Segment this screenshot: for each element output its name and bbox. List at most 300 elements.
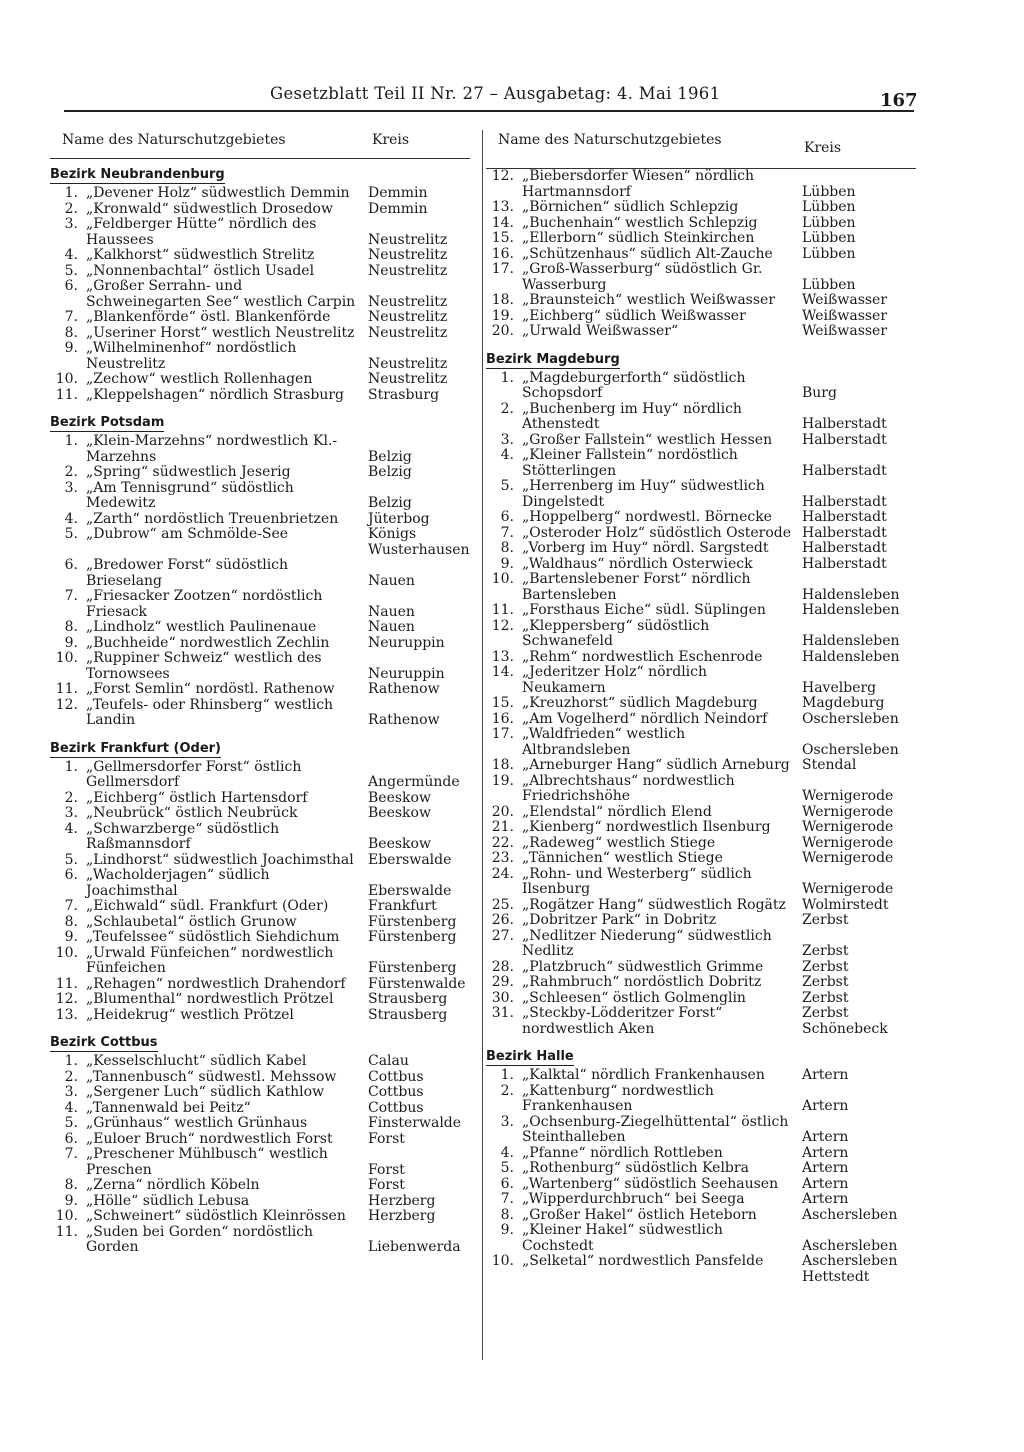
entry-name: „Kleppersberg“ südöstlich Schwanefeld — [522, 617, 710, 649]
entry-kreis: Wernigerode — [802, 881, 894, 897]
entry-number: 4. — [64, 1099, 78, 1116]
right-column-body — [486, 169, 916, 1285]
entry-name: „Rehagen“ nordwestlich Drahendorf — [86, 975, 346, 992]
bezirk-section — [486, 169, 916, 340]
entry-kreis: Lübben — [802, 230, 856, 246]
entry-number: 8. — [64, 913, 78, 930]
entry-name: „Bartenslebener Forst“ nördlich Bartensleben — [522, 571, 751, 603]
entry-kreis: Halberstadt — [802, 524, 887, 541]
entry-number: 2. — [500, 1082, 514, 1099]
entry-number: 7. — [64, 309, 78, 325]
entry-kreis: Belzig — [368, 495, 412, 511]
entry-number: 1. — [64, 433, 78, 449]
entry-number: 15. — [491, 230, 514, 246]
entry-number: 9. — [64, 1192, 78, 1209]
list-item — [486, 324, 916, 340]
list-item — [486, 371, 916, 402]
entry-kreis: Calau — [368, 1053, 409, 1069]
list-item — [486, 820, 916, 836]
entry-name: „Tannenwald bei Peitz“ — [86, 1099, 251, 1116]
entry-number: 14. — [491, 214, 514, 231]
entry-name: „Hölle“ südlich Lebusa — [86, 1192, 250, 1209]
list-item — [50, 1147, 470, 1178]
list-item — [486, 262, 916, 293]
entry-name: „Kienberg“ nordwestlich Ilsenburg — [522, 819, 771, 835]
bezirk-section — [50, 733, 470, 1024]
entry-name: „Vorberg im Huy“ nördl. Sargstedt — [522, 540, 769, 556]
list-item — [486, 1006, 916, 1037]
entry-name: „Rahmbruch“ nordöstlich Dobritz — [522, 974, 762, 990]
entry-number: 9. — [500, 555, 514, 572]
entry-name: „Nedlitzer Niederung“ südwestlich Nedlitz — [522, 927, 772, 959]
entry-number: 26. — [491, 912, 514, 928]
entry-kreis: Haldensleben — [802, 633, 900, 649]
entry-number: 6. — [64, 278, 78, 294]
entry-number: 18. — [491, 757, 514, 773]
entry-kreis: Wernigerode — [802, 788, 894, 804]
column-header-name: Name des Naturschutzgebietes — [62, 132, 286, 148]
entry-kreis: Neustrelitz — [368, 262, 448, 279]
entry-name: „Kleiner Hakel“ südwestlich Cochstedt — [522, 1222, 723, 1254]
entry-name: „Dobritzer Park“ in Dobritz — [522, 912, 717, 928]
entry-number: 5. — [64, 851, 78, 868]
entry-kreis: Zerbst Schönebeck — [802, 1005, 888, 1037]
entry-name: „Teufelssee“ südöstlich Siehdichum — [86, 929, 340, 945]
list-item — [486, 712, 916, 728]
entry-kreis: Zerbst — [802, 989, 849, 1006]
entry-number: 5. — [500, 478, 514, 494]
entry-name: „Nonnenbachtal“ östlich Usadel — [86, 262, 315, 279]
entry-kreis: Forst — [368, 1177, 405, 1193]
entry-name: „Useriner Horst“ westlich Neustrelitz — [86, 324, 355, 341]
entry-kreis: Beeskow — [368, 789, 431, 806]
list-item — [50, 682, 470, 698]
entry-kreis: Wernigerode — [802, 850, 894, 866]
entry-kreis: Finsterwalde — [368, 1115, 462, 1131]
list-item — [486, 433, 916, 449]
entry-name: „Wipperdurchbruch“ bei Seega — [522, 1191, 745, 1207]
entry-number: 5. — [500, 1160, 514, 1176]
entry-name: „Platzbruch“ südwestlich Grimme — [522, 958, 764, 975]
entry-number: 2. — [500, 400, 514, 417]
entry-name: „Rogätzer Hang“ südwestlich Rogätz — [522, 896, 786, 913]
entry-kreis: Lübben — [802, 276, 856, 293]
entry-kreis: Neustrelitz — [368, 293, 448, 310]
entry-number: 6. — [500, 1175, 514, 1192]
list-item — [50, 760, 470, 791]
list-item — [486, 774, 916, 805]
entry-name: „Osteroder Holz“ südöstlich Osterode — [522, 524, 792, 541]
entry-number: 4. — [64, 510, 78, 527]
list-item — [50, 1225, 470, 1256]
entry-name: „Pfanne“ nördlich Rottleben — [522, 1144, 723, 1161]
entry-name: „Schleesen“ östlich Golmenglin — [522, 989, 746, 1006]
entry-number: 9. — [500, 1222, 514, 1238]
list-item — [50, 806, 470, 822]
entry-number: 4. — [64, 820, 78, 837]
entry-name: „Wacholderjagen“ südlich Joachimsthal — [86, 867, 270, 899]
entry-number: 12. — [491, 168, 514, 184]
entry-number: 17. — [491, 261, 514, 277]
list-item — [486, 526, 916, 542]
entry-name: „Wilhelminenhof“ nordöstlich Neustrelitz — [86, 340, 297, 372]
entry-number: 7. — [500, 524, 514, 541]
entry-kreis: Wernigerode — [802, 803, 894, 820]
entry-name: „Buchheide“ nordwestlich Zechlin — [86, 634, 330, 651]
entry-name: „Rehm“ nordwestlich Eschenrode — [522, 648, 763, 665]
entry-name: „Steckby-Lödderitzer Forst“ nordwestlich Aken — [522, 1005, 723, 1037]
entry-name: „Zarth“ nordöstlich Treuenbrietzen — [86, 510, 339, 527]
entry-kreis: Demmin — [368, 200, 428, 217]
entry-number: 10. — [55, 1208, 78, 1224]
entry-name: „Suden bei Gorden“ nordöstlich Gorden — [86, 1223, 314, 1255]
entry-kreis: Stendal — [802, 757, 857, 773]
entry-number: 3. — [64, 479, 78, 496]
entry-name: „Braunsteich“ westlich Weißwasser — [522, 292, 776, 308]
entry-name: „Eichwald“ südl. Frankfurt (Oder) — [86, 898, 329, 914]
entry-kreis: Lübben — [802, 199, 856, 215]
entry-number: 3. — [64, 805, 78, 821]
entry-name: „Jederitzer Holz“ nördlich Neukamern — [522, 664, 708, 696]
entry-kreis: Artern — [802, 1098, 849, 1114]
list-item — [486, 960, 916, 976]
entry-kreis: Liebenwerda — [368, 1239, 461, 1255]
list-item — [486, 169, 916, 200]
right-column — [486, 118, 916, 1289]
entry-kreis: Oschersleben — [802, 710, 899, 727]
list-item — [486, 696, 916, 712]
entry-name: „Feldberger Hütte“ nördlich des Haussees — [86, 216, 317, 248]
entry-kreis: Jüterbog — [368, 510, 430, 527]
entry-number: 27. — [491, 927, 514, 944]
entry-kreis: Lübben — [802, 245, 856, 262]
list-item — [486, 402, 916, 433]
entry-name: „Buchenhain“ westlich Schlepzig — [522, 214, 758, 231]
entry-kreis: Cottbus — [368, 1099, 424, 1116]
list-item — [50, 279, 470, 310]
list-item — [50, 202, 470, 218]
list-item — [50, 1116, 470, 1132]
entry-number: 10. — [491, 1253, 514, 1269]
entry-number: 23. — [491, 850, 514, 866]
entry-number: 1. — [500, 369, 514, 386]
list-item — [486, 805, 916, 821]
entry-kreis: Zerbst — [802, 912, 849, 928]
entry-name: „Eichberg“ östlich Hartensdorf — [86, 789, 308, 806]
entry-name: „Lindholz“ westlich Paulinenaue — [86, 619, 317, 635]
entry-number: 10. — [55, 371, 78, 387]
entry-number: 13. — [55, 1006, 78, 1023]
list-item — [50, 481, 470, 512]
entry-number: 1. — [64, 185, 78, 201]
list-item — [50, 946, 470, 977]
list-item — [50, 1070, 470, 1086]
list-item — [50, 341, 470, 372]
entry-name: „Groß-Wasserburg“ südöstlich Gr. Wasserburg — [522, 261, 763, 293]
entry-kreis: Oschersleben — [802, 741, 899, 758]
entry-kreis: Neustrelitz — [368, 247, 448, 263]
entry-number: 8. — [64, 619, 78, 635]
list-item — [486, 929, 916, 960]
entry-number: 6. — [64, 867, 78, 883]
list-item — [486, 758, 916, 774]
entry-kreis: Demmin — [368, 185, 428, 201]
entry-number: 16. — [491, 710, 514, 727]
bezirk-heading: Bezirk Potsdam — [50, 415, 165, 430]
entry-number: 11. — [55, 681, 78, 697]
entry-kreis: Halberstadt — [802, 555, 887, 572]
entry-number: 11. — [55, 386, 78, 403]
entry-kreis: Forst — [368, 1130, 405, 1147]
list-item — [486, 913, 916, 929]
entry-kreis: Beeskow — [368, 836, 431, 852]
entry-number: 11. — [491, 602, 514, 618]
entry-kreis: Neustrelitz — [368, 324, 448, 341]
entry-number: 1. — [64, 1053, 78, 1069]
entry-name: „Buchenberg im Huy“ nördlich Athenstedt — [522, 400, 742, 432]
entry-name: „Gellmersdorfer Forst“ östlich Gellmersdorf — [86, 758, 302, 790]
page-header-title: Gesetzblatt Teil II Nr. 27 – Ausgabetag: 4. Mai 1961 — [270, 84, 721, 103]
entry-name: „Biebersdorfer Wiesen“ nördlich Hartmannsdorf — [522, 168, 755, 200]
entry-kreis: Beeskow — [368, 805, 431, 821]
entry-name: „Schützenhaus“ südlich Alt-Zauche — [522, 245, 773, 262]
entry-kreis: Fürstenwalde — [368, 975, 466, 992]
entry-kreis: Angermünde — [368, 774, 460, 790]
entry-kreis: Aschersleben Hettstedt — [802, 1253, 898, 1285]
entry-number: 24. — [491, 865, 514, 882]
entry-number: 8. — [64, 324, 78, 341]
list-item — [486, 247, 916, 263]
bezirk-section — [50, 1027, 470, 1256]
entry-kreis: Forst — [368, 1161, 405, 1178]
column-header — [486, 118, 916, 169]
entry-number: 10. — [491, 571, 514, 587]
entry-name: „Ruppiner Schweiz“ westlich des Tornowsees — [86, 650, 322, 682]
entry-number: 15. — [491, 695, 514, 711]
entry-kreis: Wernigerode — [802, 819, 894, 835]
list-item — [486, 650, 916, 666]
entry-kreis: Halberstadt — [802, 540, 887, 556]
entry-number: 12. — [491, 617, 514, 634]
entry-kreis: Eberswalde — [368, 851, 452, 868]
entry-name: „Kattenburg“ nordwestlich Frankenhausen — [522, 1082, 714, 1114]
entry-kreis: Artern — [802, 1067, 849, 1083]
entry-number: 9. — [64, 340, 78, 356]
entry-kreis: Herzberg — [368, 1192, 436, 1209]
entry-kreis: Eberswalde — [368, 882, 452, 899]
list-item — [486, 293, 916, 309]
entry-number: 6. — [64, 1130, 78, 1147]
left-column — [50, 118, 470, 1260]
entry-name: „Großer Fallstein“ westlich Hessen — [522, 431, 773, 448]
entry-name: „Großer Hakel“ östlich Heteborn — [522, 1206, 757, 1223]
entry-kreis: Zerbst — [802, 974, 849, 990]
list-item — [486, 898, 916, 914]
entry-number: 2. — [64, 789, 78, 806]
entry-kreis: Königs Wusterhausen — [368, 526, 470, 558]
entry-name: „Schlaubetal“ östlich Grunow — [86, 913, 297, 930]
entry-number: 9. — [64, 634, 78, 651]
list-item — [50, 977, 470, 993]
bezirk-section — [50, 159, 470, 403]
entry-kreis: Fürstenberg — [368, 913, 457, 930]
entry-name: „Dubrow“ am Schmölde-See — [86, 526, 289, 542]
entry-kreis: Zerbst — [802, 943, 849, 959]
list-item — [50, 1008, 470, 1024]
entry-kreis: Halberstadt — [802, 416, 887, 432]
list-item — [50, 868, 470, 899]
entry-name: „Wartenberg“ südöstlich Seehausen — [522, 1175, 779, 1192]
entry-number: 22. — [491, 834, 514, 851]
list-item — [486, 836, 916, 852]
list-item — [486, 665, 916, 696]
entry-kreis: Belzig — [368, 464, 412, 480]
entry-name: „Tannenbusch“ südwestl. Mehssow — [86, 1068, 337, 1085]
entry-number: 13. — [491, 648, 514, 665]
entry-number: 5. — [64, 526, 78, 542]
list-item — [486, 867, 916, 898]
entry-kreis: Halberstadt — [802, 431, 887, 448]
entry-name: „Schwarzberge“ südöstlich Raßmannsdorf — [86, 820, 280, 852]
entry-kreis: Haldensleben — [802, 586, 900, 603]
entry-number: 28. — [491, 958, 514, 975]
list-item — [486, 557, 916, 573]
entry-name: „Blumenthal“ nordwestlich Prötzel — [86, 991, 334, 1007]
list-item — [486, 1068, 916, 1084]
entry-number: 11. — [55, 1223, 78, 1240]
column-header-kreis: Kreis — [372, 132, 410, 148]
entry-number: 7. — [64, 588, 78, 604]
list-item — [486, 1223, 916, 1254]
entry-name: „Kronwald“ südwestlich Drosedow — [86, 200, 333, 217]
entry-number: 11. — [55, 975, 78, 992]
entry-kreis: Aschersleben — [802, 1206, 898, 1223]
list-item — [50, 620, 470, 636]
entry-kreis: Nauen — [368, 572, 415, 589]
entry-number: 6. — [64, 557, 78, 573]
list-item — [50, 558, 470, 589]
entry-number: 1. — [64, 758, 78, 775]
entry-number: 4. — [64, 247, 78, 263]
entry-name: „Heidekrug“ westlich Prötzel — [86, 1006, 294, 1023]
list-item — [50, 1194, 470, 1210]
entry-kreis: Cottbus — [368, 1068, 424, 1085]
entry-name: „Urwald Weißwasser“ — [522, 323, 679, 339]
bezirk-heading: Bezirk Frankfurt (Oder) — [50, 740, 221, 756]
list-item — [50, 791, 470, 807]
list-item — [50, 372, 470, 388]
list-item — [50, 1101, 470, 1117]
entry-number: 5. — [64, 262, 78, 279]
entry-name: „Elendstal“ nördlich Elend — [522, 803, 712, 820]
entry-number: 7. — [64, 1146, 78, 1162]
list-item — [486, 231, 916, 247]
entry-number: 2. — [64, 1068, 78, 1085]
entry-number: 17. — [491, 726, 514, 742]
list-item — [50, 698, 470, 729]
entry-kreis: Halberstadt — [802, 462, 887, 479]
list-item — [50, 915, 470, 931]
entry-kreis: Rathenow — [368, 712, 440, 728]
entry-name: „Eichberg“ südlich Weißwasser — [522, 307, 746, 324]
list-item — [50, 853, 470, 869]
entry-number: 29. — [491, 974, 514, 990]
entry-number: 21. — [491, 819, 514, 835]
entry-kreis: Artern — [802, 1129, 849, 1145]
entry-name: „Tännichen“ westlich Stiege — [522, 850, 723, 866]
list-item — [50, 822, 470, 853]
entry-number: 19. — [491, 307, 514, 324]
bezirk-section — [486, 344, 916, 1038]
entry-name: „Neubrück“ östlich Neubrück — [86, 805, 298, 821]
entry-number: 10. — [55, 944, 78, 961]
list-item — [50, 1178, 470, 1194]
column-header-name: Name des Naturschutzgebietes — [498, 132, 722, 148]
entry-name: „Kesselschlucht“ südlich Kabel — [86, 1053, 307, 1069]
entry-name: „Euloer Bruch“ nordwestlich Forst — [86, 1130, 333, 1147]
entry-number: 19. — [491, 772, 514, 789]
entry-name: „Waldfrieden“ westlich Altbrandsleben — [522, 726, 686, 758]
entry-number: 4. — [500, 447, 514, 463]
entry-name: „Rothenburg“ südöstlich Kelbra — [522, 1160, 749, 1176]
entry-number: 6. — [500, 509, 514, 525]
list-item — [50, 930, 470, 946]
entry-name: „Blankenförde“ östl. Blankenförde — [86, 309, 331, 325]
entry-name: „Herrenberg im Huy“ südwestlich Dingelstedt — [522, 478, 765, 510]
entry-kreis: Artern — [802, 1144, 849, 1161]
list-item — [50, 1132, 470, 1148]
entry-name: „Am Vogelherd“ nördlich Neindorf — [522, 710, 768, 727]
entry-kreis: Aschersleben — [802, 1237, 898, 1254]
entry-kreis: Halberstadt — [802, 493, 887, 510]
list-item — [50, 186, 470, 202]
list-item — [486, 1146, 916, 1162]
entry-number: 13. — [491, 199, 514, 215]
entry-kreis: Halberstadt — [802, 509, 887, 525]
entry-number: 20. — [491, 803, 514, 820]
list-item — [486, 200, 916, 216]
entry-kreis: Artern — [802, 1175, 849, 1192]
list-item — [486, 603, 916, 619]
entry-kreis: Artern — [802, 1191, 849, 1207]
bezirk-heading: Bezirk Halle — [486, 1049, 574, 1064]
entry-name: „Grünhaus“ westlich Grünhaus — [86, 1115, 308, 1131]
entry-kreis: Magdeburg — [802, 695, 885, 711]
list-item — [486, 619, 916, 650]
page-number: 167 — [880, 90, 918, 111]
entry-kreis: Haldensleben — [802, 602, 900, 618]
entry-name: „Klein-Marzehns“ nordwestlich Kl.-Marzehns — [86, 433, 338, 465]
entry-kreis: Lübben — [802, 183, 856, 200]
entry-number: 16. — [491, 245, 514, 262]
bezirk-heading: Bezirk Neubrandenburg — [50, 167, 225, 182]
entry-name: „Großer Serrahn- und Schweinegarten See“ westlich Carpin — [86, 278, 356, 310]
list-item — [50, 465, 470, 481]
entry-number: 20. — [491, 323, 514, 339]
entry-name: „Preschener Mühlbusch“ westlich Preschen — [86, 1146, 328, 1178]
entry-name: „Kreuzhorst“ südlich Magdeburg — [522, 695, 758, 711]
list-item — [486, 1254, 916, 1285]
entry-name: „Rohn- und Westerberg“ südlich Ilsenburg — [522, 865, 752, 897]
entry-name: „Sergener Luch“ südlich Kathlow — [86, 1084, 325, 1100]
entry-number: 5. — [64, 1115, 78, 1131]
entry-name: „Selketal“ nordwestlich Pansfelde — [522, 1253, 764, 1269]
entry-kreis: Neustrelitz — [368, 309, 448, 325]
list-item — [486, 1177, 916, 1193]
entry-name: „Hoppelberg“ nordwestl. Börnecke — [522, 509, 772, 525]
entry-kreis: Frankfurt — [368, 898, 437, 914]
entry-kreis: Neuruppin — [368, 665, 445, 682]
